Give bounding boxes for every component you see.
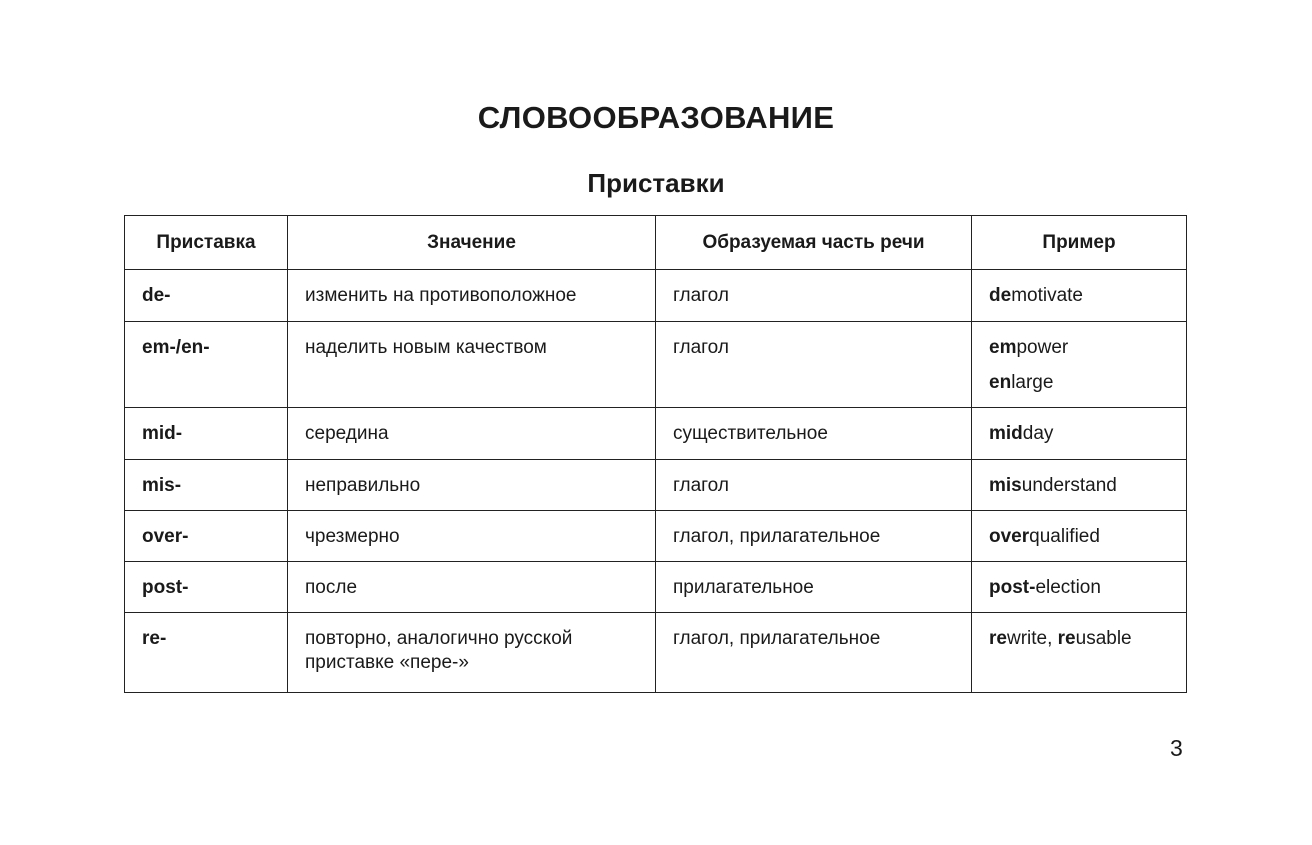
header-meaning: Значение [288,216,656,270]
example-cell [972,408,1187,460]
page-title: СЛОВООБРАЗОВАНИЕ [477,100,835,135]
example-prefix-bold: over [989,526,1030,547]
table-row [125,613,1187,693]
example-rest: usable [1075,628,1132,649]
example-rest: understand [1021,475,1117,496]
example-cell [972,322,1187,408]
prefix-cell: mis- [125,460,288,511]
header-example: Пример [972,216,1187,270]
example-cell [972,613,1187,693]
section-subtitle: Приставки [587,168,725,198]
example-rest: qualified [1029,526,1100,547]
example-prefix-bold: en [989,372,1012,393]
example-line [989,422,1169,446]
meaning-cell: повторно, аналогично русской приставке «пере-» [288,613,656,693]
example-line [989,284,1169,308]
part-of-speech-cell: глагол, прилагательное [656,613,972,693]
example-line [989,474,1169,498]
table-row [125,322,1187,408]
example-prefix-bold: de [989,285,1012,306]
example-cell [972,270,1187,322]
part-of-speech-cell: глагол [656,322,972,408]
example-cell [972,460,1187,511]
header-part-of-speech: Образуемая часть речи [656,216,972,270]
example-prefix-bold: post- [989,577,1036,598]
example-rest: power [1016,337,1069,358]
prefix-cell: re- [125,613,288,693]
table-row [125,511,1187,562]
meaning-cell: чрезмерно [288,511,656,562]
prefix-cell: over- [125,511,288,562]
prefixes-table [124,215,1187,693]
part-of-speech-cell: глагол [656,460,972,511]
part-of-speech-cell: глагол [656,270,972,322]
example-prefix-bold: em [989,337,1017,358]
prefix-cell: em-/en- [125,322,288,408]
header-prefix: Приставка [125,216,288,270]
example-line [989,576,1169,600]
example-line [989,336,1169,360]
example-rest: day [1022,423,1054,444]
example-prefix-bold: mis [989,475,1022,496]
table-row [125,270,1187,322]
example-line [989,627,1169,651]
example-line [989,371,1169,395]
example-line [989,525,1169,549]
example-rest: election [1035,577,1101,598]
prefix-cell: post- [125,562,288,613]
page-number: 3 [1170,735,1183,761]
example-cell [972,562,1187,613]
part-of-speech-cell: глагол, прилагательное [656,511,972,562]
example-rest: motivate [1011,285,1083,306]
example-cell [972,511,1187,562]
meaning-cell: после [288,562,656,613]
meaning-cell: наделить новым качеством [288,322,656,408]
example-prefix-bold: re [1057,628,1076,649]
example-rest: large [1011,372,1054,393]
meaning-cell: середина [288,408,656,460]
example-rest: write, [1006,628,1058,649]
part-of-speech-cell: прилагательное [656,562,972,613]
table-row [125,562,1187,613]
prefix-cell: de- [125,270,288,322]
example-prefix-bold: mid [989,423,1023,444]
example-prefix-bold: re [989,628,1007,649]
part-of-speech-cell: существительное [656,408,972,460]
table-row [125,460,1187,511]
prefix-cell: mid- [125,408,288,460]
table-header-row [125,216,1187,270]
table-row [125,408,1187,460]
meaning-cell: неправильно [288,460,656,511]
meaning-cell: изменить на противоположное [288,270,656,322]
